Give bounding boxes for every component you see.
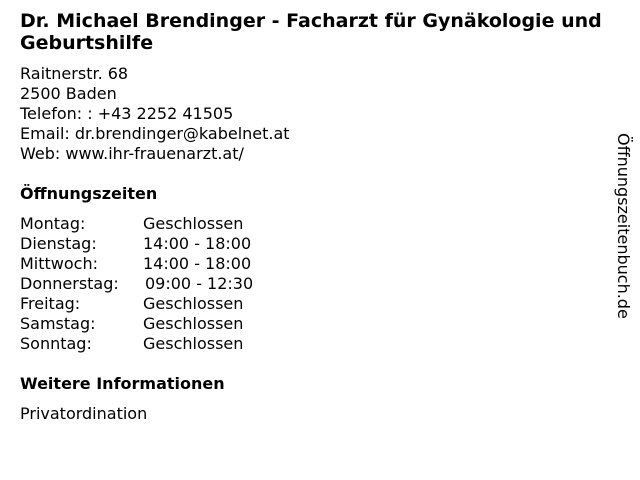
phone-number: Telefon: : +43 2252 41505 bbox=[20, 104, 234, 123]
further-info-heading: Weitere Informationen bbox=[20, 374, 225, 393]
hours-row-monday bbox=[20, 214, 320, 234]
hours-time: Geschlossen bbox=[143, 314, 244, 333]
hours-day: Freitag: bbox=[20, 294, 81, 313]
hours-row-thursday bbox=[20, 274, 320, 294]
brand-watermark: Öffnungszeitenbuch.de bbox=[614, 133, 633, 319]
hours-day: Sonntag: bbox=[20, 334, 92, 353]
hours-row-saturday bbox=[20, 314, 320, 334]
contact-block bbox=[20, 64, 290, 164]
hours-row-friday bbox=[20, 294, 320, 314]
page-title: Dr. Michael Brendinger - Facharzt für Gynäkologie und Geburtshilfe bbox=[20, 10, 602, 54]
hours-time: 14:00 - 18:00 bbox=[143, 234, 252, 253]
hours-day: Donnerstag: bbox=[20, 274, 119, 293]
hours-row-tuesday bbox=[20, 234, 320, 254]
hours-time: 09:00 - 12:30 bbox=[145, 274, 254, 293]
email-address: Email: dr.brendinger@kabelnet.at bbox=[20, 124, 290, 143]
hours-day: Mittwoch: bbox=[20, 254, 98, 273]
opening-hours-heading: Öffnungszeiten bbox=[20, 184, 158, 203]
hours-time: Geschlossen bbox=[143, 334, 244, 353]
hours-row-sunday bbox=[20, 334, 320, 354]
hours-time: 14:00 - 18:00 bbox=[143, 254, 252, 273]
hours-time: Geschlossen bbox=[143, 214, 244, 233]
hours-day: Dienstag: bbox=[20, 234, 97, 253]
city-postal: 2500 Baden bbox=[20, 84, 117, 103]
street-address: Raitnerstr. 68 bbox=[20, 64, 129, 83]
hours-row-wednesday bbox=[20, 254, 320, 274]
further-info-text: Privatordination bbox=[20, 404, 148, 423]
website-address: Web: www.ihr-frauenarzt.at/ bbox=[20, 144, 244, 163]
hours-day: Samstag: bbox=[20, 314, 96, 333]
hours-day: Montag: bbox=[20, 214, 86, 233]
opening-hours-table bbox=[20, 214, 320, 354]
hours-time: Geschlossen bbox=[143, 294, 244, 313]
